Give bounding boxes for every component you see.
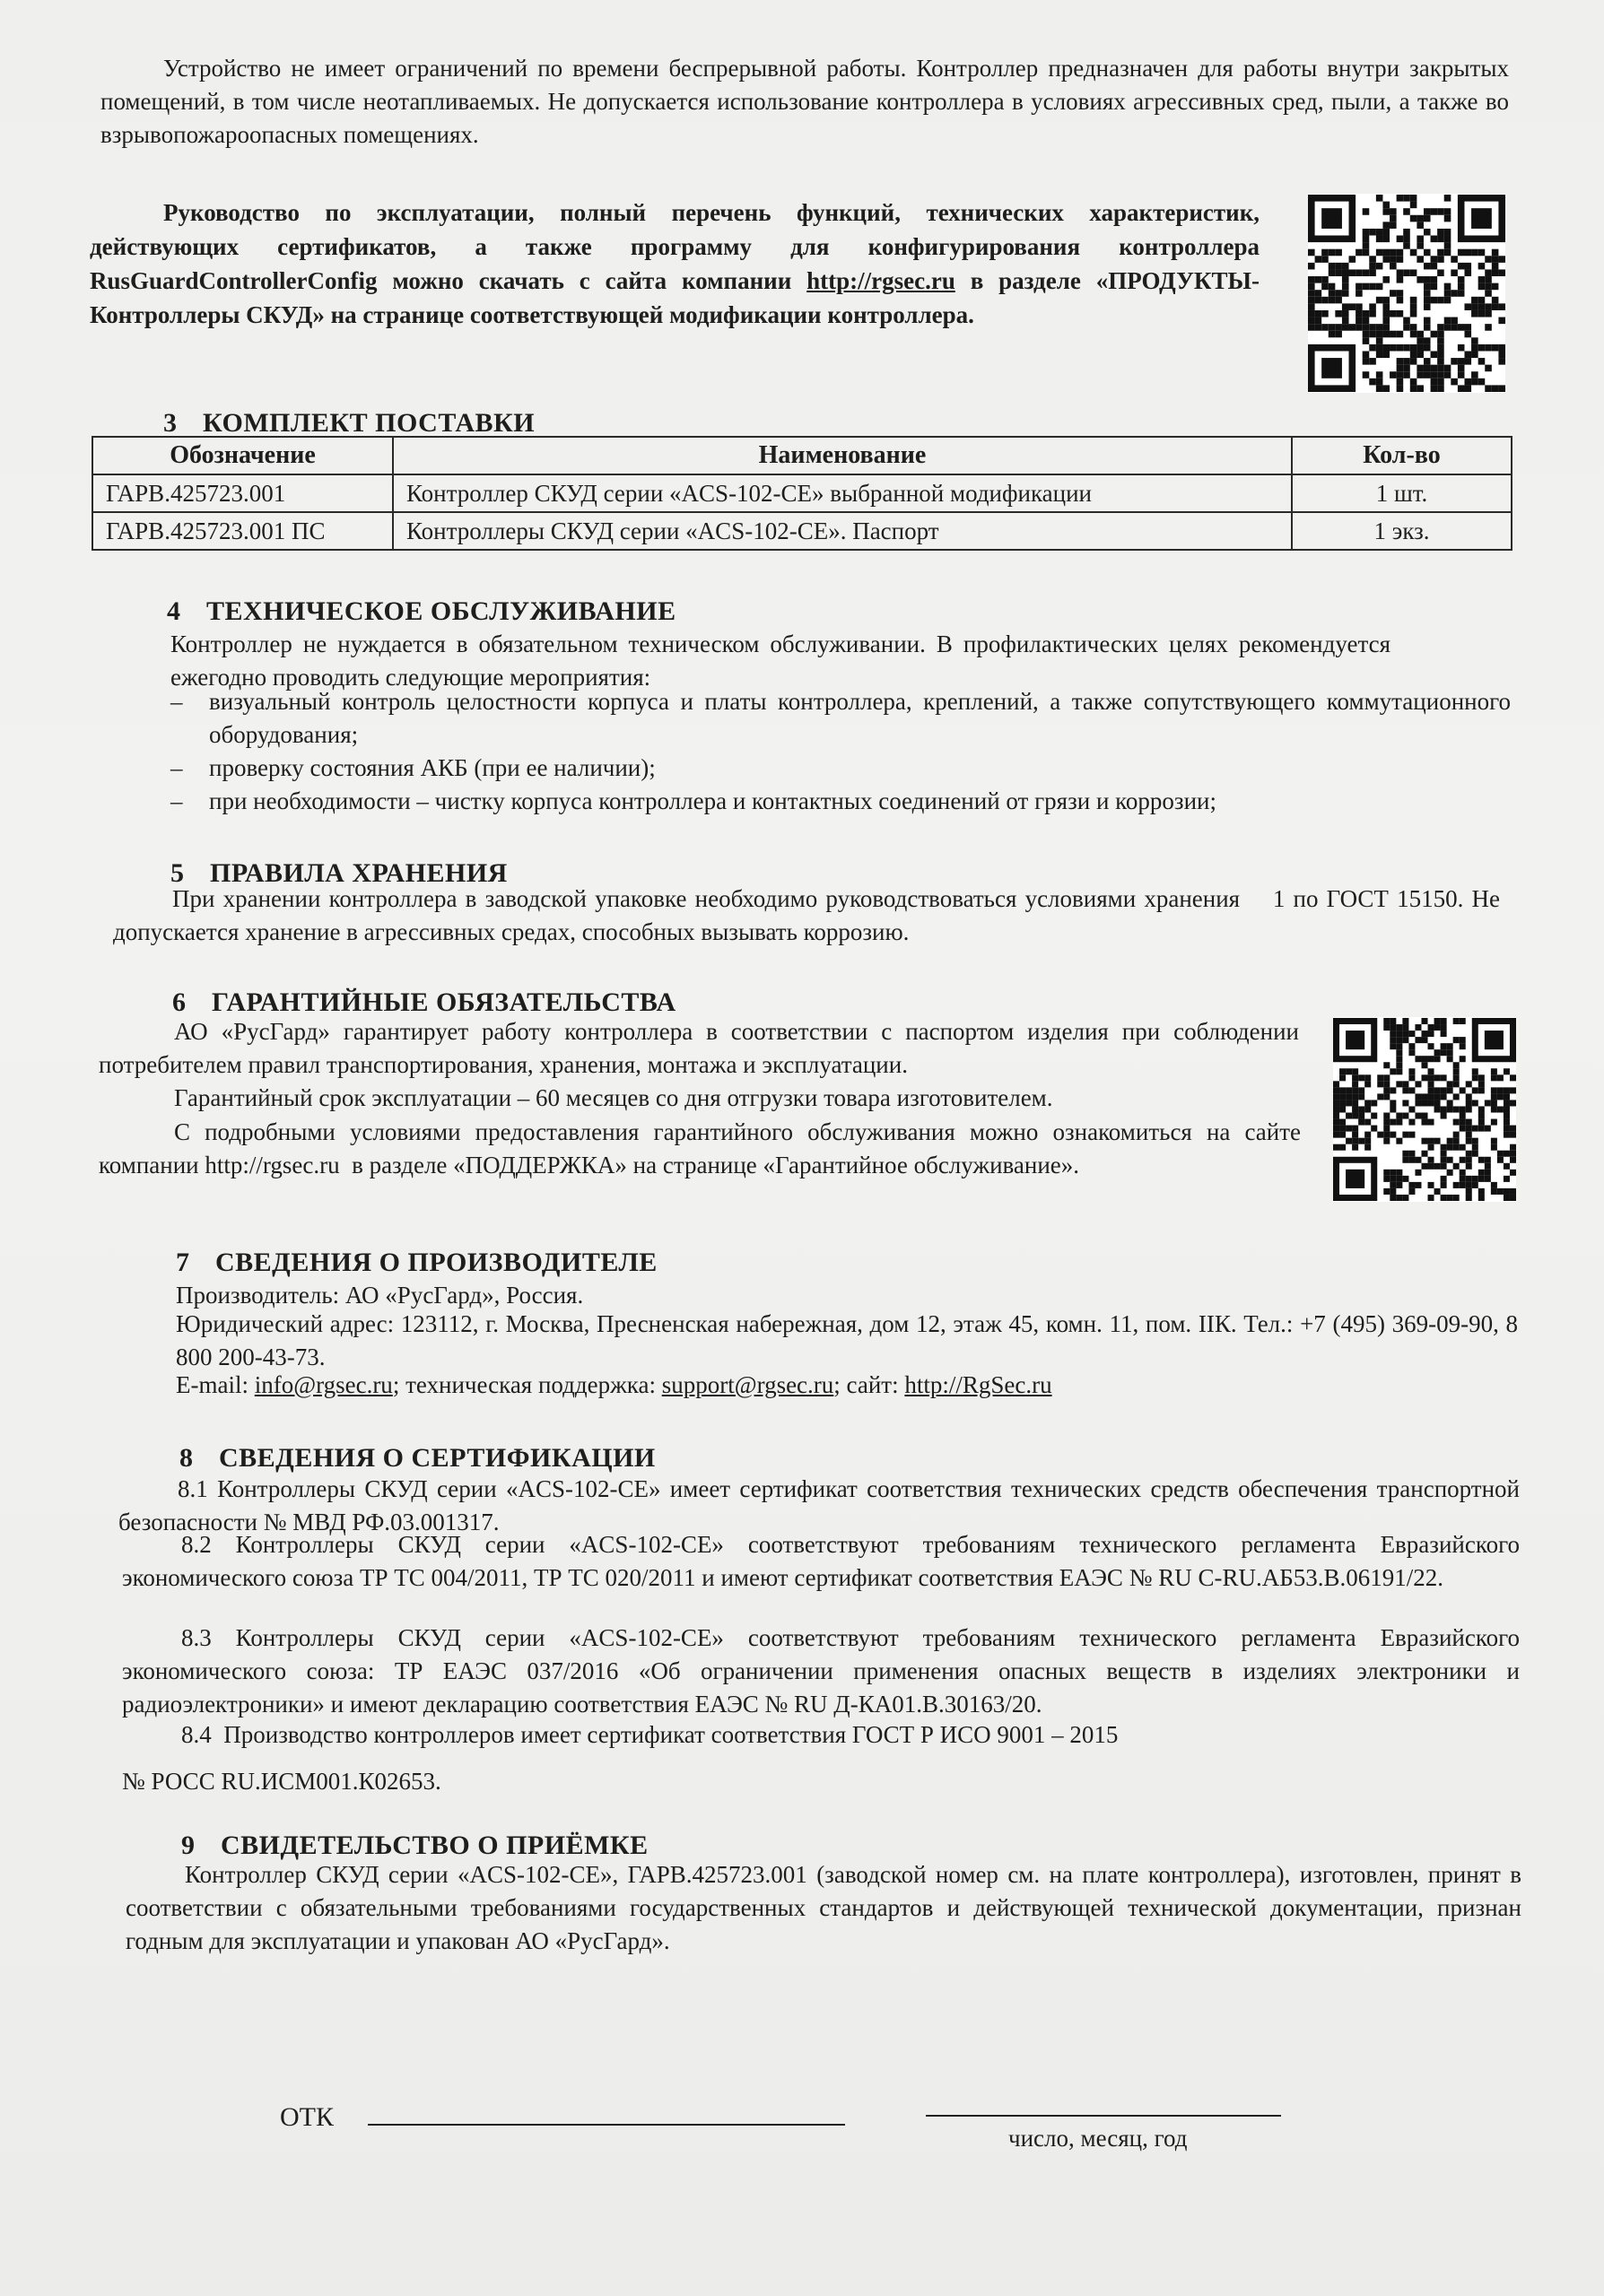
- qr-code-icon: [1308, 194, 1505, 393]
- table-cell: Контроллер СКУД серии «ACS-102-CE» выбранной модификации: [393, 474, 1292, 512]
- section-3-heading: [163, 407, 535, 439]
- manual-paragraph: [90, 196, 1260, 332]
- section-6-p1: АО «РусГард» гарантирует работу контроллера в соответствии с паспортом изделия при соблюдении потребителем правил транспортирования, хранения, монтажа и эксплуатации.: [99, 1018, 1299, 1078]
- qr-code-icon: [1333, 1017, 1516, 1202]
- section-4-number: 4: [167, 596, 181, 626]
- section-7-heading: [176, 1247, 658, 1279]
- manual-link[interactable]: http://rgsec.ru: [806, 267, 955, 294]
- section-7-number: 7: [176, 1248, 190, 1277]
- table-row: [92, 512, 1512, 550]
- list-item: – при необходимости – чистку корпуса контроллера и контактных соединений от грязи и коррозии;: [170, 785, 1511, 818]
- cert-item-3: 8.3 Контроллеры СКУД серии «ACS-102-CE» соответствуют требованиям технического регламента Евразийского экономического союза: ТР ЕАЭС 037/2016 «Об ограничении применения опасных веществ в изделиях электроники и радиоэлектроники» и имеют декларацию соответствия ЕАЭС № RU Д-КА01.В.30163/20.: [122, 1624, 1520, 1718]
- section-5-number: 5: [170, 858, 185, 888]
- section-6-p2: Гарантийный срок эксплуатации – 60 месяцев со дня отгрузки товара изготовителем.: [174, 1084, 1053, 1111]
- section-9-text: Контроллер СКУД серии «ACS-102-CE», ГАРВ.425723.001 (заводской номер см. на плате контроллера), изготовлен, принят в соответствии с обязательными требованиями государственных стандартов и действующей технической документации, признан годным для эксплуатации и упакован АО «РусГард».: [126, 1861, 1521, 1954]
- maintenance-list: [170, 685, 1511, 818]
- manual-text-2: в разделе «ПРОДУКТЫ-Контроллеры СКУД» на странице соответствующей модификации контроллера.: [90, 267, 1260, 328]
- email-label: E-mail:: [176, 1371, 255, 1398]
- table-header-row: [92, 437, 1512, 474]
- site-link[interactable]: http://RgSec.ru: [904, 1371, 1052, 1398]
- cert-item-4-line2: № РОСС RU.ИСМ001.К02653.: [122, 1768, 441, 1795]
- list-item: – визуальный контроль целостности корпуса и платы контроллера, креплений, а также сопутствующего коммутационного оборудования;: [170, 685, 1511, 752]
- section-3-number: 3: [163, 408, 178, 438]
- section-3-title: КОМПЛЕКТ ПОСТАВКИ: [203, 408, 536, 438]
- cert-item-2: 8.2 Контроллеры СКУД серии «ACS-102-CE» соответствуют требованиям технического регламента Евразийского экономического союза ТР ТС 004/2011, ТР ТС 020/2011 и имеют сертификат соответствия ЕАЭС № RU С-RU.АБ53.В.06191/22.: [122, 1531, 1520, 1591]
- section-6-heading: [172, 987, 676, 1019]
- intro-paragraph: Устройство не имеет ограничений по времени беспрерывной работы. Контроллер предназначен для работы внутри закрытых помещений, в том числе неотапливаемых. Не допускается использование контроллера в условиях агрессивных сред, пыли, а также во взрывопожароопасных помещениях.: [100, 55, 1509, 148]
- section-4-title: ТЕХНИЧЕСКОЕ ОБСЛУЖИВАНИЕ: [206, 596, 676, 626]
- section-9-title: СВИДЕТЕЛЬСТВО О ПРИЁМКЕ: [221, 1831, 649, 1860]
- section-8-number: 8: [179, 1443, 194, 1473]
- otk-label: ОТК: [280, 2102, 334, 2132]
- section-5-text: При хранении контроллера в заводской упаковке необходимо руководствоваться условиями хранения 1 по ГОСТ 15150. Не допускается хранение в агрессивных средах, способных вызывать коррозию.: [113, 885, 1506, 945]
- section-8-heading: [179, 1442, 656, 1474]
- section-4-heading: [167, 596, 676, 628]
- support-label: ; техническая поддержка:: [392, 1371, 662, 1398]
- date-caption: число, месяц, год: [1008, 2125, 1188, 2152]
- cert-item-1: 8.1 Контроллеры СКУД серии «ACS-102-CE» имеет сертификат соответствия технических средств обеспечения транспортной безопасности № МВД РФ.03.001317.: [118, 1475, 1520, 1535]
- section-8-title: СВЕДЕНИЯ О СЕРТИФИКАЦИИ: [219, 1443, 656, 1473]
- site-label: ; сайт:: [833, 1371, 905, 1398]
- section-7-title: СВЕДЕНИЯ О ПРОИЗВОДИТЕЛЕ: [215, 1248, 658, 1277]
- section-6-p3: С подробными условиями предоставления гарантийного обслуживания можно ознакомиться на сайте компании http://rgsec.ru в разделе «ПОДДЕРЖКА» на странице «Гарантийное обслуживание».: [99, 1118, 1307, 1178]
- address-line: Юридический адрес: 123112, г. Москва, Пресненская набережная, дом 12, этаж 45, комн. 11, пом. IIК. Тел.: +7 (495) 369-09-90, 8 800 200-43-73.: [176, 1310, 1518, 1370]
- table-cell: Контроллеры СКУД серии «ACS-102-CE». Паспорт: [393, 512, 1292, 550]
- column-header: Наименование: [393, 437, 1292, 474]
- cert-item-4-line1: 8.4 Производство контроллеров имеет сертификат соответствия ГОСТ Р ИСО 9001 – 2015: [181, 1721, 1119, 1748]
- section-5-title: ПРАВИЛА ХРАНЕНИЯ: [210, 858, 508, 888]
- section-4-intro: Контроллер не нуждается в обязательном техническом обслуживании. В профилактических целях рекомендуется ежегодно проводить следующие мероприятия:: [170, 631, 1390, 691]
- section-6-number: 6: [172, 987, 187, 1017]
- section-9-heading: [181, 1830, 649, 1862]
- table-cell: 1 шт.: [1292, 474, 1512, 512]
- column-header: Кол-во: [1292, 437, 1512, 474]
- column-header: Обозначение: [92, 437, 393, 474]
- manual-text-1: Руководство по эксплуатации, полный перечень функций, технических характеристик, действующих сертификатов, а также программу для конфигурирования контроллера RusGuardControllerConfig можно скачать с сайта компании: [90, 199, 1260, 294]
- email-link[interactable]: info@rgsec.ru: [254, 1371, 393, 1398]
- table-cell: 1 экз.: [1292, 512, 1512, 550]
- otk-signature-line[interactable]: [368, 2124, 845, 2126]
- manufacturer-line: Производитель: АО «РусГард», Россия.: [176, 1282, 584, 1309]
- table-cell: ГАРВ.425723.001: [92, 474, 393, 512]
- date-signature-line[interactable]: [926, 2115, 1281, 2117]
- contacts-line: [176, 1369, 1518, 1402]
- table-row: [92, 474, 1512, 512]
- table-cell: ГАРВ.425723.001 ПС: [92, 512, 393, 550]
- support-link[interactable]: support@rgsec.ru: [661, 1371, 834, 1398]
- section-9-number: 9: [181, 1831, 196, 1860]
- delivery-kit-table: [92, 436, 1512, 551]
- section-6-title: ГАРАНТИЙНЫЕ ОБЯЗАТЕЛЬСТВА: [212, 987, 676, 1017]
- list-item: – проверку состояния АКБ (при ее наличии);: [170, 752, 1511, 785]
